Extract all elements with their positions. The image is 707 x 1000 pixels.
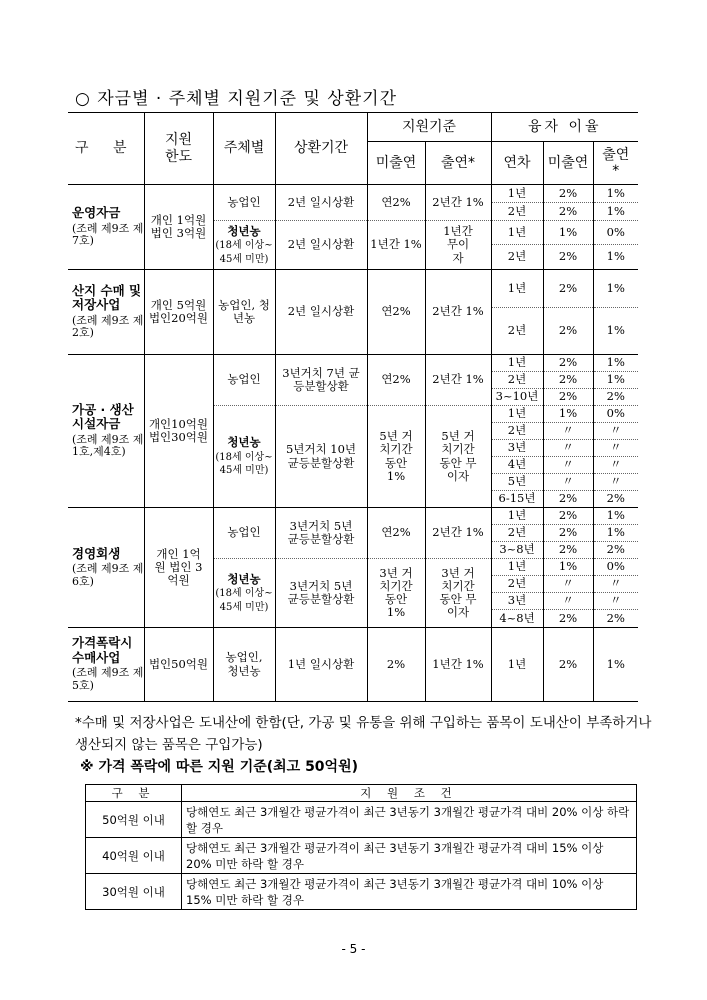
s4-a-yes: 2년간 1% [425, 508, 491, 559]
rate-no-invest: 〃 [543, 474, 593, 491]
rate-year: 2년 [491, 203, 543, 221]
rate-invest: 1% [593, 245, 638, 270]
rate-no-invest: 〃 [543, 593, 593, 610]
s2-no: 연2% [367, 270, 425, 355]
s3-law: (조례 제9조 제1호,제4호) [72, 432, 144, 459]
s2-subject: 농업인, 청년농 [213, 270, 275, 355]
rate-year: 1년 [491, 185, 543, 203]
rate-no-invest: 〃 [543, 423, 593, 440]
s4-a-repay: 3년거치 5년 균등분할상환 [275, 508, 367, 559]
rate-no-invest: 2% [543, 628, 593, 702]
rate-no-invest: 1% [543, 559, 593, 576]
rate-no-invest: 2% [543, 203, 593, 221]
rate-no-invest: 1% [543, 221, 593, 245]
header-limit: 지원 한도 [144, 113, 213, 185]
rate-invest: 2% [593, 610, 638, 628]
rate-invest: 1% [593, 308, 638, 355]
rate-no-invest: 1% [543, 406, 593, 423]
rate-no-invest: 〃 [543, 576, 593, 593]
s4-b-no: 3년 거치기간 동안1% [367, 559, 425, 628]
header-category: 구 분 [68, 113, 144, 185]
s5-name: 가격폭락시 수매사업 [72, 635, 133, 665]
rate-invest: 1% [593, 508, 638, 525]
rate-year: 3년 [491, 593, 543, 610]
criteria-table [85, 784, 637, 910]
s1-b-yes: 1년간 무이자 [425, 221, 491, 270]
page-number: - 5 - [341, 942, 366, 956]
header-invest: 출연* [425, 142, 491, 185]
rate-invest: 1% [593, 203, 638, 221]
s3-b-subject-name: 청년농 [227, 435, 261, 450]
s5-repay: 1년 일시상환 [275, 628, 367, 702]
s2-limit: 개인 5억원 법인20억원 [144, 270, 213, 355]
header-subject: 주체별 [213, 113, 275, 185]
rate-year: 1년 [491, 406, 543, 423]
rate-invest: 〃 [593, 576, 638, 593]
rate-year: 3~8년 [491, 542, 543, 559]
s3-a-subject: 농업인 [213, 355, 275, 406]
header-support-std: 지원기준 [367, 113, 491, 142]
rate-invest: 1% [593, 628, 638, 702]
rate-invest: 0% [593, 221, 638, 245]
rate-year: 1년 [491, 221, 543, 245]
s4-limit: 개인 1억원 법인 3억원 [144, 508, 213, 628]
s4-category [68, 508, 144, 628]
s2-category [68, 270, 144, 355]
rate-no-invest: 2% [543, 491, 593, 508]
rate-no-invest: 2% [543, 542, 593, 559]
s1-a-no: 연2% [367, 185, 425, 221]
s3-category [68, 355, 144, 508]
criteria-header-category: 구 분 [86, 785, 182, 802]
rate-year: 1년 [491, 355, 543, 372]
s4-name: 경영회생 [72, 545, 121, 561]
rate-no-invest: 2% [543, 245, 593, 270]
rate-year: 3년 [491, 440, 543, 457]
s1-a-subject: 농업인 [213, 185, 275, 221]
rate-invest: 〃 [593, 593, 638, 610]
s1-category [68, 185, 144, 270]
rate-year: 4~8년 [491, 610, 543, 628]
s5-law: (조례 제9조 제5호) [72, 666, 144, 692]
s2-yes: 2년간 1% [425, 270, 491, 355]
rate-no-invest: 2% [543, 610, 593, 628]
rate-year: 1년 [491, 270, 543, 308]
rate-invest: 1% [593, 270, 638, 308]
rate-year: 1년 [491, 559, 543, 576]
s5-no: 2% [367, 628, 425, 702]
s5-yes: 1년간 1% [425, 628, 491, 702]
s1-b-subject-name: 청년농 [227, 223, 261, 238]
rate-no-invest: 2% [543, 389, 593, 406]
s4-b-subject [213, 559, 275, 628]
s4-a-subject: 농업인 [213, 508, 275, 559]
rate-year: 2년 [491, 423, 543, 440]
criteria-condition: 당해연도 최근 3개월간 평균가격이 최근 3년동기 3개월간 평균가격 대비 20% 이상 하락 할 경우 [182, 802, 637, 838]
rate-no-invest: 2% [543, 372, 593, 389]
s4-law: (조례 제9조 제6호) [72, 562, 144, 588]
rate-invest: 〃 [593, 474, 638, 491]
rate-invest: 1% [593, 185, 638, 203]
rate-year: 6-15년 [491, 491, 543, 508]
s3-limit: 개인10억원 법인30억원 [144, 355, 213, 508]
s1-b-subject [213, 221, 275, 270]
rate-invest: 〃 [593, 457, 638, 474]
s4-b-age: (18세 이상~ 45세 미만) [215, 588, 273, 613]
rate-year: 2년 [491, 308, 543, 355]
s1-a-yes: 2년간 1% [425, 185, 491, 221]
rate-year: 2년 [491, 576, 543, 593]
rate-invest: 0% [593, 406, 638, 423]
rate-no-invest: 2% [543, 308, 593, 355]
rate-invest: 1% [593, 525, 638, 542]
rate-year: 1년 [491, 508, 543, 525]
rate-no-invest: 2% [543, 508, 593, 525]
rate-invest: 0% [593, 559, 638, 576]
criteria-amount: 30억원 이내 [86, 874, 182, 910]
rate-year: 3~10년 [491, 389, 543, 406]
criteria-amount: 40억원 이내 [86, 838, 182, 874]
s3-b-repay: 5년거치 10년 균등분할상환 [275, 406, 367, 508]
s4-b-subject-name: 청년농 [227, 571, 261, 586]
s1-limit: 개인 1억원 법인 3억원 [144, 185, 213, 270]
s3-a-repay: 3년거치 7년 균등분할상환 [275, 355, 367, 406]
s3-b-yes: 5년 거치기간 동안 무이자 [425, 406, 491, 508]
s1-b-repay: 2년 일시상환 [275, 221, 367, 270]
s2-name: 산지 수매 및 저장사업 [72, 282, 142, 313]
rate-no-invest: 2% [543, 185, 593, 203]
s5-category [68, 628, 144, 702]
s4-a-no: 연2% [367, 508, 425, 559]
s3-name: 가공 · 생산 시설자금 [72, 401, 134, 432]
s1-law: (조례 제9조 제7호) [72, 221, 144, 248]
rate-invest: 1% [593, 372, 638, 389]
s2-law: (조례 제9조 제2호) [72, 313, 144, 340]
s5-subject: 농업인, 청년농 [213, 628, 275, 702]
s3-b-subject [213, 406, 275, 508]
rate-year: 2년 [491, 525, 543, 542]
s3-a-yes: 2년간 1% [425, 355, 491, 406]
s1-b-age: (18세 이상~ 45세 미만) [215, 240, 273, 265]
rate-invest: 〃 [593, 440, 638, 457]
header-no-invest-rate: 미출연 [543, 142, 593, 185]
header-repay: 상환기간 [275, 113, 367, 185]
rate-no-invest: 2% [543, 525, 593, 542]
criteria-amount: 50억원 이내 [86, 802, 182, 838]
criteria-condition: 당해연도 최근 3개월간 평균가격이 최근 3년동기 3개월간 평균가격 대비 10% 이상 15% 미만 하락 할 경우 [182, 874, 637, 910]
rate-no-invest: 〃 [543, 440, 593, 457]
s3-a-no: 연2% [367, 355, 425, 406]
header-no-invest: 미출연 [367, 142, 425, 185]
rate-invest: 2% [593, 389, 638, 406]
rate-invest: 2% [593, 491, 638, 508]
header-year: 연차 [491, 142, 543, 185]
s1-a-repay: 2년 일시상환 [275, 185, 367, 221]
rate-invest: 2% [593, 542, 638, 559]
section-title: ○ 자금별 · 주체별 지원기준 및 상환기간 [75, 89, 397, 109]
s3-b-no: 5년 거치기간 동안1% [367, 406, 425, 508]
s2-repay: 2년 일시상환 [275, 270, 367, 355]
footnote: *수매 및 저장사업은 도내산에 한함(단, 가공 및 유통을 위해 구입하는 품목이 도내산이 부족하거나 생산되지 않는 품목은 구입가능) [75, 715, 652, 753]
rate-year: 2년 [491, 372, 543, 389]
rate-invest: 〃 [593, 423, 638, 440]
rate-year: 5년 [491, 474, 543, 491]
rate-invest: 1% [593, 355, 638, 372]
header-rate: 융자 이율 [491, 113, 638, 142]
rate-year: 1년 [491, 628, 543, 702]
s1-name: 운영자금 [72, 205, 121, 221]
header-invest-rate: 출연 * [593, 142, 638, 185]
support-table [68, 112, 638, 702]
criteria-title: ※ 가격 폭락에 따른 지원 기준(최고 50억원) [80, 759, 358, 775]
s5-limit: 법인50억원 [144, 628, 213, 702]
rate-no-invest: 2% [543, 355, 593, 372]
rate-year: 4년 [491, 457, 543, 474]
rate-no-invest: 〃 [543, 457, 593, 474]
rate-year: 2년 [491, 245, 543, 270]
criteria-condition: 당해연도 최근 3개월간 평균가격이 최근 3년동기 3개월간 평균가격 대비 15% 이상 20% 미만 하락 할 경우 [182, 838, 637, 874]
s3-b-age: (18세 이상~ 45세 미만) [215, 451, 273, 477]
s4-b-yes: 3년 거치기간 동안 무이자 [425, 559, 491, 628]
s4-b-repay: 3년거치 5년 균등분할상환 [275, 559, 367, 628]
criteria-header-condition: 지 원 조 건 [182, 785, 637, 802]
rate-no-invest: 2% [543, 270, 593, 308]
s1-b-no: 1년간 1% [367, 221, 425, 270]
